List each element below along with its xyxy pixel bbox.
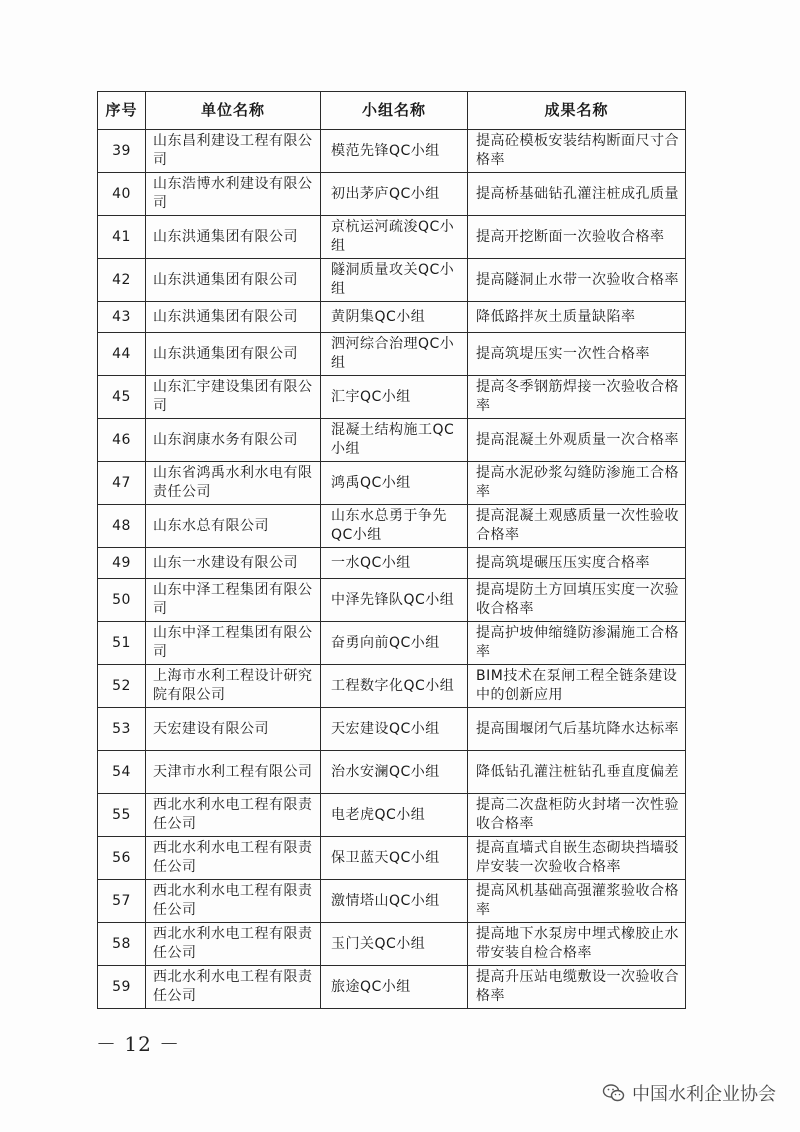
- cell-unit: 山东润康水务有限公司: [146, 419, 321, 462]
- table-row: [98, 376, 686, 419]
- cell-result: 提高砼模板安装结构断面尺寸合格率: [468, 130, 686, 173]
- table-header-row: [98, 92, 686, 130]
- cell-unit: 山东汇宇建设集团有限公司: [146, 376, 321, 419]
- cell-group: 玉门关QC小组: [321, 923, 468, 966]
- table-row: [98, 419, 686, 462]
- cell-no: 45: [98, 376, 146, 419]
- table-row: [98, 622, 686, 665]
- cell-no: 50: [98, 579, 146, 622]
- watermark-text: 中国水利企业协会: [632, 1084, 776, 1105]
- cell-unit: 山东水总有限公司: [146, 505, 321, 548]
- cell-group: 泗河综合治理QC小组: [321, 333, 468, 376]
- header-group: 小组名称: [321, 92, 468, 130]
- cell-result: 提高水泥砂浆勾缝防渗施工合格率: [468, 462, 686, 505]
- cell-group: 保卫蓝天QC小组: [321, 837, 468, 880]
- cell-result: 提高桥基础钻孔灌注桩成孔质量: [468, 173, 686, 216]
- cell-group: 鸿禹QC小组: [321, 462, 468, 505]
- table-row: [98, 923, 686, 966]
- table-row: [98, 579, 686, 622]
- cell-result: 提高隧洞止水带一次验收合格率: [468, 259, 686, 302]
- table-row: [98, 708, 686, 751]
- cell-no: 59: [98, 966, 146, 1009]
- table-row: [98, 966, 686, 1009]
- cell-result: 提高混凝土观感质量一次性验收合格率: [468, 505, 686, 548]
- table-row: [98, 548, 686, 579]
- page-number: － 12 －: [96, 1032, 181, 1056]
- cell-no: 52: [98, 665, 146, 708]
- award-table: [97, 91, 686, 1009]
- table-row: [98, 794, 686, 837]
- cell-no: 54: [98, 751, 146, 794]
- cell-result: 降低路拌灰土质量缺陷率: [468, 302, 686, 333]
- cell-no: 40: [98, 173, 146, 216]
- cell-no: 43: [98, 302, 146, 333]
- wechat-icon: [602, 1081, 626, 1105]
- cell-result: 提高堤防土方回填压实度一次验收合格率: [468, 579, 686, 622]
- cell-unit: 上海市水利工程设计研究院有限公司: [146, 665, 321, 708]
- cell-result: 提高筑堤碾压压实度合格率: [468, 548, 686, 579]
- cell-unit: 西北水利水电工程有限责任公司: [146, 923, 321, 966]
- cell-group: 隧洞质量攻关QC小组: [321, 259, 468, 302]
- cell-unit: 西北水利水电工程有限责任公司: [146, 794, 321, 837]
- cell-unit: 山东浩博水利建设有限公司: [146, 173, 321, 216]
- cell-unit: 山东洪通集团有限公司: [146, 302, 321, 333]
- cell-result: 提高二次盘柜防火封堵一次性验收合格率: [468, 794, 686, 837]
- table-row: [98, 665, 686, 708]
- table-row: [98, 462, 686, 505]
- cell-unit: 山东洪通集团有限公司: [146, 216, 321, 259]
- cell-group: 中泽先锋队QC小组: [321, 579, 468, 622]
- cell-no: 48: [98, 505, 146, 548]
- cell-result: 提高筑堤压实一次性合格率: [468, 333, 686, 376]
- cell-unit: 山东洪通集团有限公司: [146, 259, 321, 302]
- cell-group: 京杭运河疏浚QC小组: [321, 216, 468, 259]
- cell-group: 山东水总勇于争先QC小组: [321, 505, 468, 548]
- cell-no: 39: [98, 130, 146, 173]
- cell-no: 55: [98, 794, 146, 837]
- cell-group: 奋勇向前QC小组: [321, 622, 468, 665]
- cell-result: 提高风机基础高强灌浆验收合格率: [468, 880, 686, 923]
- cell-no: 58: [98, 923, 146, 966]
- cell-unit: 天宏建设有限公司: [146, 708, 321, 751]
- cell-no: 51: [98, 622, 146, 665]
- table-row: [98, 333, 686, 376]
- cell-unit: 西北水利水电工程有限责任公司: [146, 966, 321, 1009]
- cell-unit: 山东昌利建设工程有限公司: [146, 130, 321, 173]
- cell-group: 汇宇QC小组: [321, 376, 468, 419]
- cell-result: 提高混凝土外观质量一次合格率: [468, 419, 686, 462]
- cell-no: 49: [98, 548, 146, 579]
- table-row: [98, 837, 686, 880]
- cell-group: 工程数字化QC小组: [321, 665, 468, 708]
- table-row: [98, 259, 686, 302]
- cell-group: 混凝土结构施工QC小组: [321, 419, 468, 462]
- cell-result: 提高冬季钢筋焊接一次验收合格率: [468, 376, 686, 419]
- cell-group: 旅途QC小组: [321, 966, 468, 1009]
- cell-no: 44: [98, 333, 146, 376]
- cell-group: 天宏建设QC小组: [321, 708, 468, 751]
- cell-no: 57: [98, 880, 146, 923]
- cell-unit: 山东中泽工程集团有限公司: [146, 579, 321, 622]
- cell-group: 电老虎QC小组: [321, 794, 468, 837]
- table-row: [98, 880, 686, 923]
- table-row: [98, 505, 686, 548]
- table-row: [98, 130, 686, 173]
- table-row: [98, 302, 686, 333]
- cell-result: 提高围堰闭气后基坑降水达标率: [468, 708, 686, 751]
- header-result: 成果名称: [468, 92, 686, 130]
- cell-result: 提高升压站电缆敷设一次验收合格率: [468, 966, 686, 1009]
- cell-unit: 天津市水利工程有限公司: [146, 751, 321, 794]
- cell-result: BIM技术在泵闸工程全链条建设中的创新应用: [468, 665, 686, 708]
- cell-unit: 山东一水建设有限公司: [146, 548, 321, 579]
- cell-result: 提高地下水泵房中埋式橡胶止水带安装自检合格率: [468, 923, 686, 966]
- table-row: [98, 216, 686, 259]
- cell-no: 47: [98, 462, 146, 505]
- header-unit: 单位名称: [146, 92, 321, 130]
- watermark: [602, 1080, 776, 1106]
- cell-group: 模范先锋QC小组: [321, 130, 468, 173]
- cell-result: 提高护坡伸缩缝防渗漏施工合格率: [468, 622, 686, 665]
- cell-result: 提高直墙式自嵌生态砌块挡墙驳岸安装一次验收合格率: [468, 837, 686, 880]
- cell-group: 黄阴集QC小组: [321, 302, 468, 333]
- cell-result: 提高开挖断面一次验收合格率: [468, 216, 686, 259]
- header-no: 序号: [98, 92, 146, 130]
- cell-unit: 山东中泽工程集团有限公司: [146, 622, 321, 665]
- cell-group: 初出茅庐QC小组: [321, 173, 468, 216]
- cell-unit: 山东洪通集团有限公司: [146, 333, 321, 376]
- cell-no: 53: [98, 708, 146, 751]
- cell-group: 激情塔山QC小组: [321, 880, 468, 923]
- cell-no: 42: [98, 259, 146, 302]
- cell-unit: 西北水利水电工程有限责任公司: [146, 880, 321, 923]
- table-row: [98, 751, 686, 794]
- cell-no: 46: [98, 419, 146, 462]
- cell-no: 41: [98, 216, 146, 259]
- cell-group: 一水QC小组: [321, 548, 468, 579]
- cell-group: 治水安澜QC小组: [321, 751, 468, 794]
- cell-no: 56: [98, 837, 146, 880]
- table-row: [98, 173, 686, 216]
- cell-result: 降低钻孔灌注桩钻孔垂直度偏差: [468, 751, 686, 794]
- cell-unit: 山东省鸿禹水利水电有限责任公司: [146, 462, 321, 505]
- cell-unit: 西北水利水电工程有限责任公司: [146, 837, 321, 880]
